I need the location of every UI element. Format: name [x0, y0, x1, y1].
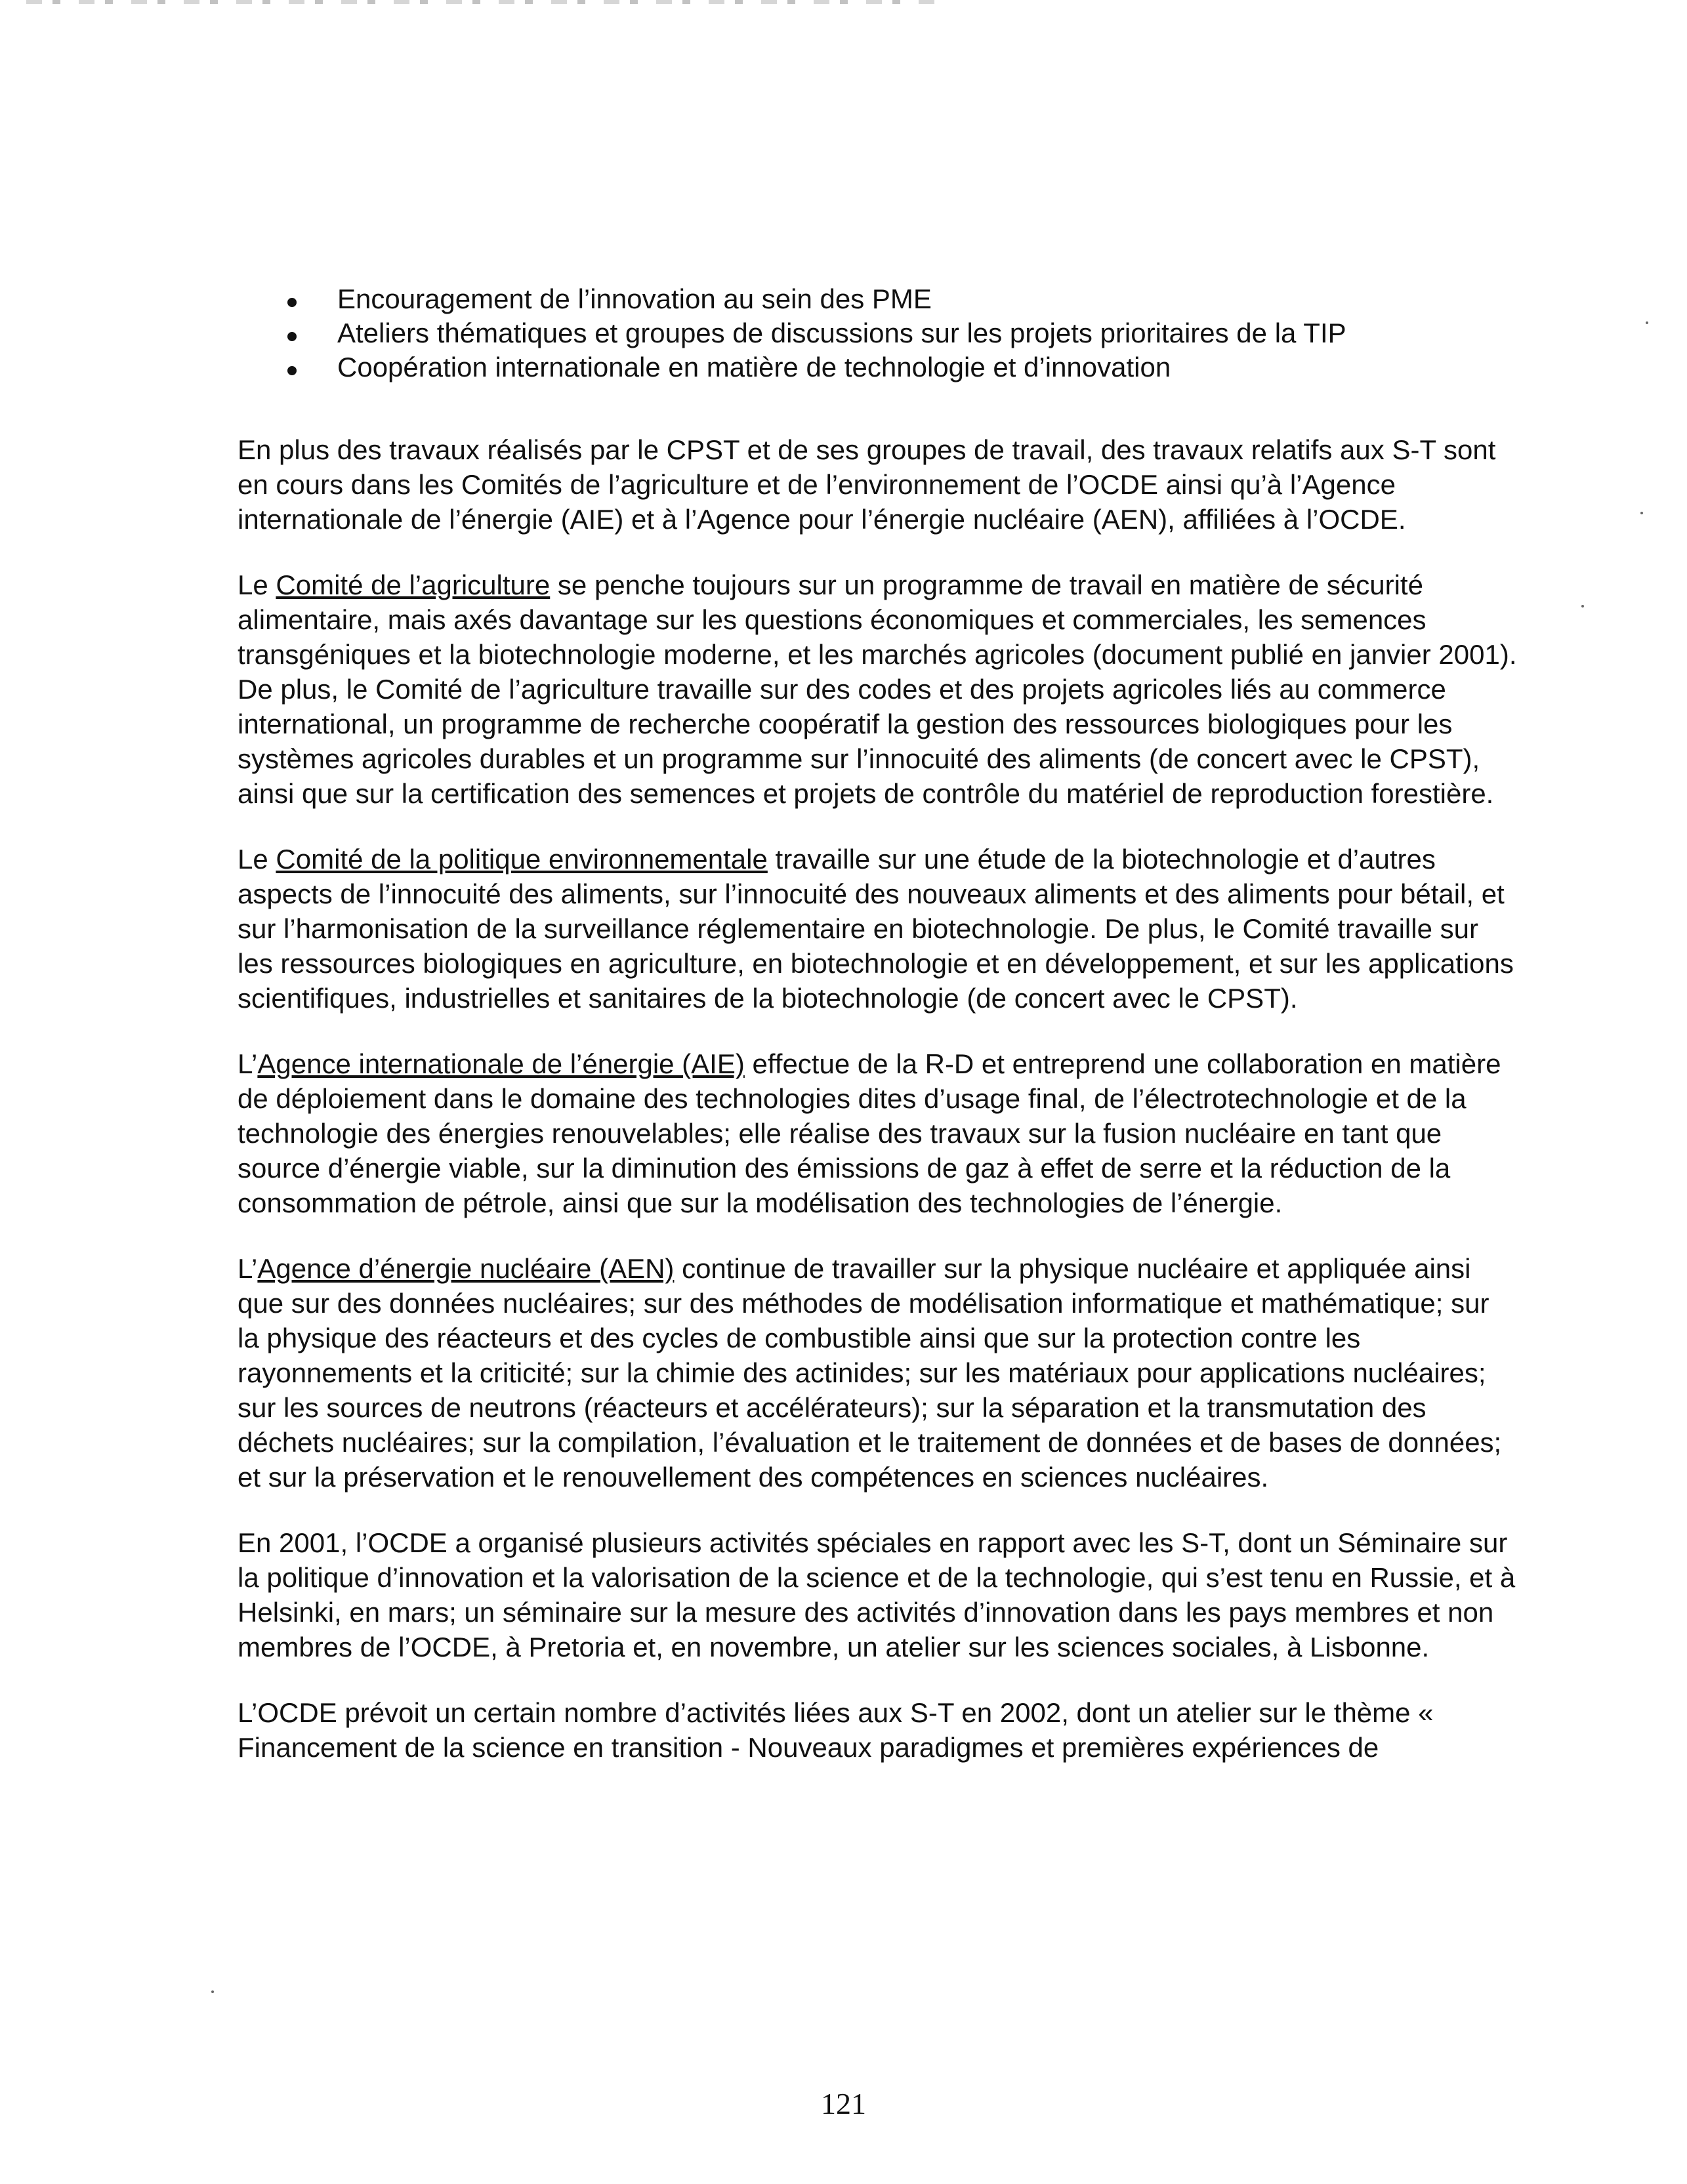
paragraph-aie: L’Agence internationale de l’énergie (AIE) effectue de la R-D et entreprend une collaboration en matière de déploiement dans le domaine des technologies dites d’usage final, de l’électrotechnologie et de la technologie des énergies renouvelables; elle réalise des travaux sur la fusion nucléaire en tant que source d’énergie viable, sur la diminution des émissions de gaz à effet de serre et la réduction de la consommation de pétrole, ainsi que sur la modélisation des technologies de l’énergie.	[238, 1048, 1501, 1218]
bullet-icon	[287, 298, 297, 307]
bullet-icon	[287, 366, 297, 375]
agency-aie-link: Agence internationale de l’énergie (AIE)	[257, 1048, 745, 1079]
paragraph-agriculture: Le Comité de l’agriculture se penche toujours sur un programme de travail en matière de sécurité alimentaire, mais axés davantage sur les questions économiques et commerciales, les semences transgéniques et la biotechnologie moderne, et les marchés agricoles (document publié en janvier 2001). De plus, le Comité de l’agriculture travaille sur des codes et des projets agricoles liés au commerce international, un programme de recherche coopératif la gestion des ressources biologiques pour les systèmes agricoles durables et un programme sur l’innocuité des aliments (de concert avec le CPST), ainsi que sur la certification des semences et projets de contrôle du matériel de reproduction forestière.	[238, 569, 1517, 809]
scan-speck	[1581, 605, 1584, 608]
paragraph-environment: Le Comité de la politique environnementale travaille sur une étude de la biotechnologie et d’autres aspects de l’innocuité des aliments, sur l’innocuité des nouveaux aliments et des aliments pour bétail, et sur l’harmonisation de la surveillance réglementaire en biotechnologie. De plus, le Comité travaille sur les ressources biologiques en agriculture, en biotechnologie et en développement, et sur les applications scientifiques, industrielles et sanitaires de la biotechnologie (de concert avec le CPST).	[238, 844, 1514, 1014]
agency-aen-link: Agence d’énergie nucléaire (AEN)	[257, 1253, 675, 1284]
bullet-list	[238, 282, 1517, 384]
committee-agriculture-link: Comité de l’agriculture	[276, 569, 551, 600]
scan-speck	[211, 1990, 214, 1993]
committee-environment-link: Comité de la politique environnementale	[276, 844, 768, 875]
page-number: 121	[821, 2087, 866, 2120]
scan-speck	[1646, 321, 1648, 324]
paragraph-intro: En plus des travaux réalisés par le CPST et de ses groupes de travail, des travaux relatifs aux S-T sont en cours dans les Comités de l’agriculture et de l’environnement de l’OCDE ainsi qu’à l’Agence internationale de l’énergie (AIE) et à l’Agence pour l’énergie nucléaire (AEN), affiliées à l’OCDE.	[238, 434, 1496, 535]
document-page	[238, 282, 1517, 1765]
scan-artifact-top	[26, 0, 945, 4]
scan-speck	[1640, 512, 1643, 514]
bullet-item: Coopération internationale en matière de technologie et d’innovation	[238, 350, 1517, 384]
bullet-item: Ateliers thématiques et groupes de discussions sur les projets prioritaires de la TIP	[238, 316, 1517, 350]
bullet-icon	[287, 332, 297, 341]
paragraph-aen: L’Agence d’énergie nucléaire (AEN) continue de travailler sur la physique nucléaire et appliquée ainsi que sur des données nucléaires; sur des méthodes de modélisation informatique et mathématique; sur la physique des réacteurs et des cycles de combustible ainsi que sur la protection contre les rayonnements et la criticité; sur la chimie des actinides; sur les matériaux pour applications nucléaires; sur les sources de neutrons (réacteurs et accélérateurs); sur la séparation et la transmutation des déchets nucléaires; sur la compilation, l’évaluation et le traitement de données et de bases de données; et sur la préservation et le renouvellement des compétences en sciences nucléaires.	[238, 1253, 1502, 1493]
paragraph-2002-activities: L’OCDE prévoit un certain nombre d’activités liées aux S-T en 2002, dont un atelier sur le thème « Financement de la science en transition - Nouveaux paradigmes et premières expériences de	[238, 1697, 1434, 1763]
bullet-item: Encouragement de l’innovation au sein des PME	[238, 282, 1517, 316]
paragraph-2001-activities: En 2001, l’OCDE a organisé plusieurs activités spéciales en rapport avec les S-T, dont un Séminaire sur la politique d’innovation et la valorisation de la science et de la technologie, qui s’est tenu en Russie, et à Helsinki, en mars; un séminaire sur la mesure des activités d’innovation dans les pays membres et non membres de l’OCDE, à Pretoria et, en novembre, un atelier sur les sciences sociales, à Lisbonne.	[238, 1527, 1516, 1662]
